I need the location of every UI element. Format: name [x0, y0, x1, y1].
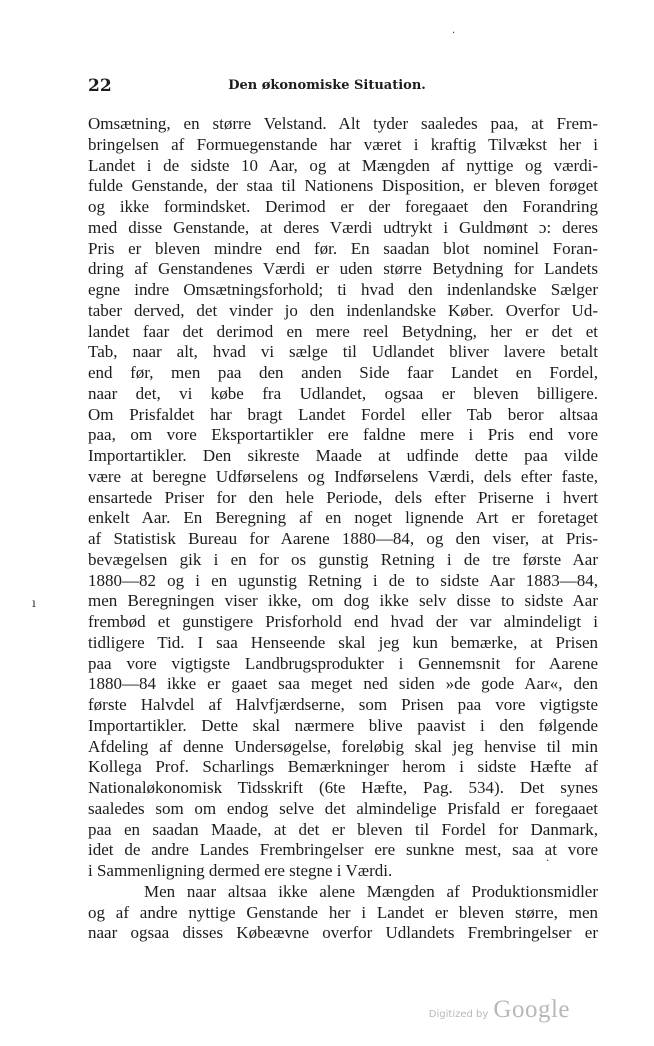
text-line: idet de andre Landes Frembringelser ere sunkne mest, saa at vore	[88, 840, 598, 860]
text-line: bevægelsen gik i en for os gunstig Retning i de tre første Aar	[88, 549, 598, 569]
text-line: Omsætning, en større Velstand. Alt tyder saaledes paa, at Frem-	[88, 114, 598, 133]
text-line: fulde Genstande, der staa til Nationens Disposition, er bleven forøget	[88, 176, 598, 196]
stray-mark: ·	[546, 856, 550, 867]
text-line: naar ogsaa disses Købeævne overfor Udlandets Frembringelser er	[88, 923, 598, 943]
text-line: 1880—84 ikke er gaaet saa meget ned siden »de gode Aar«, den	[88, 674, 598, 694]
text-line: egne indre Omsætningsforhold; ti hvad den indenlandske Sælger	[88, 280, 598, 299]
body-text	[88, 114, 598, 944]
text-line: 1880—82 og i en ugunstig Retning i de to sidste Aar 1883—84,	[88, 570, 598, 590]
text-line: Importartikler. Den sikreste Maade at udfinde dette paa vilde	[88, 446, 598, 465]
google-logo: Google	[493, 996, 570, 1023]
text-line: men Beregningen viser ikke, om dog ikke selv disse to sidste Aar	[88, 591, 598, 611]
text-line: i Sammenligning dermed ere stegne i Værdi.	[88, 861, 393, 880]
watermark-prefix: Digitized by	[428, 1009, 489, 1020]
text-line: Nationaløkonomisk Tidsskrift (6te Hæfte, Pag. 534). Det synes	[88, 778, 598, 797]
text-line: Afdeling af denne Undersøgelse, foreløbig skal jeg henvise til min	[88, 736, 598, 756]
text-line: dring af Genstandenes Værdi er uden større Betydning for Landets	[88, 259, 598, 279]
text-line: Importartikler. Dette skal nærmere blive paavist i den følgende	[88, 715, 598, 735]
text-line: være at beregne Udførselens og Indførselens Værdi, dels efter faste,	[88, 466, 598, 486]
text-line: bringelsen af Formuegenstande har været i kraftig Tilvækst her i	[88, 134, 598, 154]
text-line: taber derved, det vinder jo den indenlandske Køber. Overfor Ud-	[88, 300, 598, 320]
stray-mark: ı	[32, 596, 36, 610]
text-line: Pris er bleven mindre end før. En saadan blot nominel Foran-	[88, 238, 598, 258]
text-line: af Statistisk Bureau for Aarene 1880—84, og den viser, at Pris-	[88, 529, 598, 548]
stray-mark: ·	[452, 28, 456, 39]
text-line: paa, om vore Eksportartikler ere faldne mere i Pris end vore	[88, 425, 598, 445]
text-line: første Halvdel af Halvfjærdserne, som Prisen paa vore vigtigste	[88, 695, 598, 714]
text-line: naar det, vi købe fra Udlandet, ogsaa er bleven billigere.	[88, 383, 598, 403]
text-line: paa vore vigtigste Landbrugsprodukter i Gennemsnit for Aarene	[88, 653, 598, 673]
text-line: enkelt Aar. En Beregning af en noget lignende Art er foretaget	[88, 508, 598, 528]
text-line: og af andre nyttige Genstande her i Landet er bleven større, men	[88, 902, 598, 922]
text-line: Kollega Prof. Scharlings Bemærkninger herom i sidste Hæfte af	[88, 757, 598, 777]
page-number: 22	[88, 76, 112, 96]
text-line: landet faar det derimod en mere reel Betydning, her er det et	[88, 321, 598, 341]
running-title: Den økonomiske Situation.	[228, 78, 426, 93]
text-line: frembød et gunstigere Prisforhold end hvad der var almindeligt i	[88, 612, 598, 631]
text-line: tidligere Tid. I saa Henseende skal jeg kun bemærke, at Prisen	[88, 632, 598, 652]
text-line: Men naar altsaa ikke alene Mængden af Produktionsmidler	[144, 881, 598, 901]
text-line: paa en saadan Maade, at det er bleven til Fordel for Danmark,	[88, 819, 598, 839]
text-line: Tab, naar alt, hvad vi sælge til Udlandet bliver lavere betalt	[88, 342, 598, 362]
text-line: saaledes som om endog selve det almindelige Prisfald er foregaaet	[88, 798, 598, 818]
text-line: med disse Genstande, at deres Værdi udtrykt i Guldmønt ɔ: deres	[88, 217, 598, 237]
text-line: end før, men paa den anden Side faar Landet en Fordel,	[88, 363, 598, 382]
text-line: ensartede Priser for den hele Periode, dels efter Priserne i hvert	[88, 487, 598, 507]
text-line: Om Prisfaldet har bragt Landet Fordel eller Tab beror altsaa	[88, 404, 598, 424]
text-line: og ikke formindsket. Derimod er der foregaaet den Forandring	[88, 197, 598, 216]
digitized-watermark	[429, 996, 570, 1024]
text-line: Landet i de sidste 10 Aar, og at Mængden af nyttige og værdi-	[88, 155, 598, 175]
